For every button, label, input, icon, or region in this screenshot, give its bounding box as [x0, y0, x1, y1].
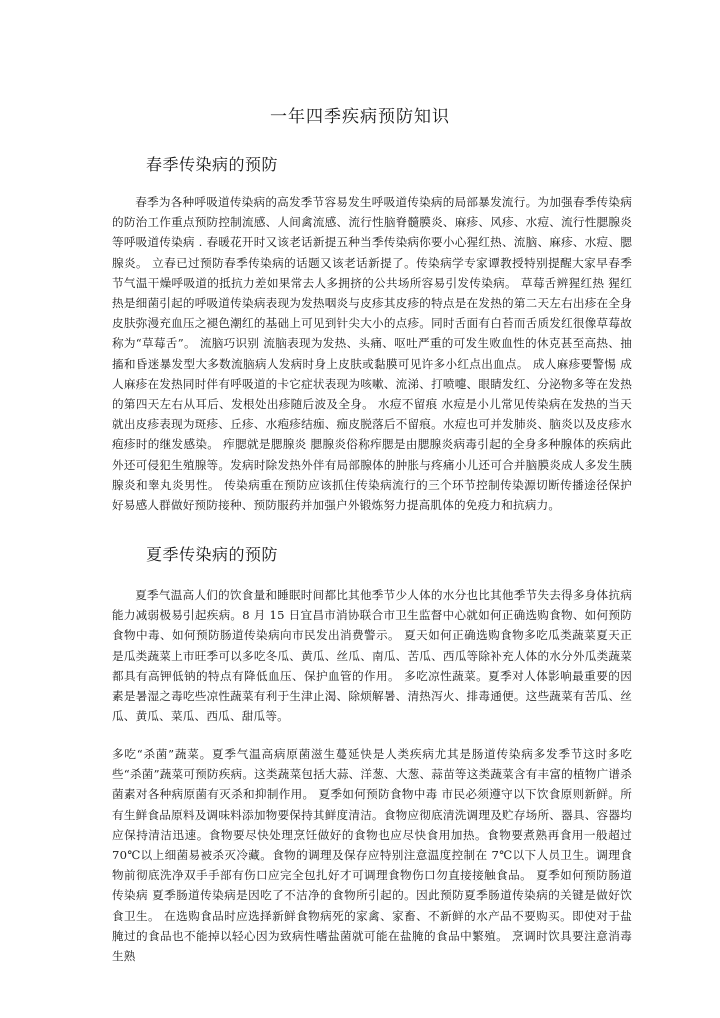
paragraph-spring: 春季为各种呼吸道传染病的高发季节容易发生呼吸道传染病的局部暴发流行。为加强春季传染病的防治工作重点预防控制流感、人间禽流感、流行性脑脊髓膜炎、麻疹、风疹、水痘、流行性腮腺炎等呼吸道传染病 . 春暖花开时又该老话新提五种当季传染病你要小心猩红热、流脑、麻疹、水痘、腮腺炎。 立春已过预防春季传染病的话题又该老话新提了。传染病学专家谭教授特别提醒大家早春季节气温干燥呼吸道的抵抗力差如果常去人多拥挤的公共场所容易引发传染病。 草莓舌辨猩红热 猩红热是细菌引起的呼吸道传染病表现为发热咽炎与皮疹其皮疹的特点是在发热的第二天左右出疹在全身皮肤弥漫充血压之褪色潮红的基础上可见到针尖大小的点疹。同时舌面有白苔而舌质发红很像草莓故称为“草莓舌”。 流脑巧识别 流脑表现为发热、头痛、呕吐严重的可发生败血性的休克甚至高热、抽搐和昏迷暴发型大多数流脑病人发病时身上皮肤或黏膜可见许多小红点出血点。 成人麻疹要警惕 成人麻疹在发热同时伴有呼吸道的卡它症状表现为咳嗽、流涕、打喷嚏、眼睛发红、分泌物多等在发热的第四天左右从耳后、发根处出疹随后波及全身。 水痘不留痕 水痘是小儿常见传染病在发热的当天就出皮疹表现为斑疹、丘疹、水疱疹结痂、痂皮脱落后不留痕。水痘也可并发肺炎、脑炎以及皮疹水疱疹时的继发感染。 痄腮就是腮腺炎 腮腺炎俗称痄腮是由腮腺炎病毒引起的全身多种腺体的疾病此外还可侵犯生殖腺等。发病时除发热外伴有局部腺体的肿胀与疼痛小儿还可合并脑膜炎成人多发生胰腺炎和睾丸炎男性。 传染病重在预防应该抓住传染病流行的三个环节控制传染源切断传播途径保护好易感人群做好预防接种、预防服药并加强户外锻炼努力提高肌体的免疫力和抗病力。: [112, 195, 632, 513]
section-heading-spring: 春季传染病的预防: [146, 155, 279, 174]
document-title: 一年四季疾病预防知识: [270, 107, 450, 127]
paragraph-summer-2: 多吃“杀菌”蔬菜。夏季气温高病原菌滋生蔓延快是人类疾病尤其是肠道传染病多发季节这时多吃些“杀菌”蔬菜可预防疾病。这类蔬菜包括大蒜、洋葱、大葱、蒜苗等这类蔬菜含有丰富的植物广谱杀菌素对各种病原菌有灭杀和抑制作用。 夏季如何预防食物中毒 市民必须遵守以下饮食原则新鲜。所有生鲜食品原料及调味料添加物要保持其鲜度清洁。食物应彻底清洗调理及贮存场所、器具、容器均应保持清洁迅速。食物要尽快处理烹饪做好的食物也应尽快食用加热。食物要煮熟再食用一般超过 70℃以上细菌易被杀灭冷藏。食物的调理及保存应特别注意温度控制在 7℃以下人员卫生。调理食物前彻底洗净双手手部有伤口应完全包扎好才可调理食物伤口勿直接接触食品。 夏季如何预防肠道传染病 夏季肠道传染病是因吃了不洁净的食物所引起的。因此预防夏季肠道传染病的关键是做好饮食卫生。 在选购食品时应选择新鲜食物病死的家禽、家畜、不新鲜的水产品不要购买。即使对于盐腌过的食品也不能掉以轻心因为致病性嗜盐菌就可能在盐腌的食品中繁殖。 烹调时饮具要注意消毒生熟: [112, 747, 632, 964]
section-heading-summer: 夏季传染病的预防: [146, 545, 279, 564]
paragraph-summer-1: 夏季气温高人们的饮食量和睡眠时间都比其他季节少人体的水分也比其他季节失去得多身体抗病能力减弱极易引起疾病。8 月 15 日宜昌市消协联合市卫生监督中心就如何正确选购食物、如何预防食物中毒、如何预防肠道传染病向市民发出消费警示。 夏天如何正确选购食物多吃瓜类蔬菜夏天正是瓜类蔬菜上市旺季可以多吃冬瓜、黄瓜、丝瓜、南瓜、苦瓜、西瓜等除补充人体的水分外瓜类蔬菜都具有高钾低钠的特点有降低血压、保护血管的作用。 多吃凉性蔬菜。夏季对人体影响最重要的因素是暑湿之毒吃些凉性蔬菜有利于生津止渴、除烦解暑、清热泻火、排毒通便。这些蔬菜有苦瓜、丝瓜、黄瓜、菜瓜、西瓜、甜瓜等。: [112, 588, 632, 724]
